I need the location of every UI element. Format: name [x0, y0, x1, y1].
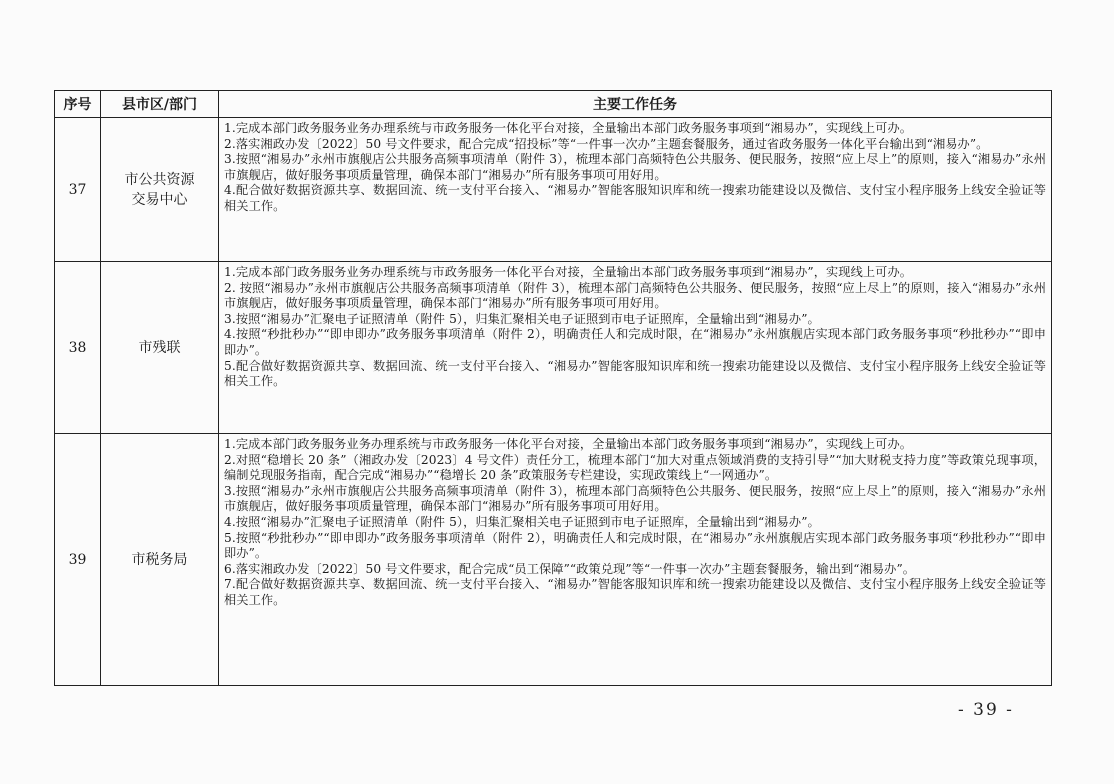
- row-number: 37: [55, 118, 101, 262]
- header-no: 序号: [55, 91, 101, 118]
- task-item: 1.完成本部门政务服务业务办理系统与市政务服务一体化平台对接，全量输出本部门政务服务事项到“湘易办”，实现线上可办。: [224, 121, 913, 135]
- task-item: 1.完成本部门政务服务业务办理系统与市政务服务一体化平台对接，全量输出本部门政务服务事项到“湘易办”，实现线上可办。: [224, 437, 913, 451]
- page-number: - 39 -: [958, 700, 1014, 720]
- task-list: [219, 434, 1052, 686]
- task-list: [219, 262, 1052, 434]
- department-name: [101, 118, 219, 262]
- task-table: [54, 90, 1052, 686]
- task-item: 6.落实湘政办发〔2022〕50 号文件要求，配合完成“员工保障”“政策兑现”等“一件事一次办”主题套餐服务，输出到“湘易办”。: [224, 561, 916, 576]
- task-item: 2.落实湘政办发〔2022〕50 号文件要求，配合完成“招投标”等“一件事一次办”主题套餐服务，通过省政务服务一体化平台输出到“湘易办”。: [224, 136, 989, 151]
- task-item: 3.按照“湘易办”汇聚电子证照清单（附件 5），归集汇聚相关电子证照到市电子证照库，全量输出到“湘易办”。: [224, 311, 820, 326]
- task-item: 2.对照“稳增长 20 条”（湘政办发〔2023〕4 号文件）责任分工，梳理本部门“加大对重点领域消费的支持引导”“加大财税支持力度”等政策兑现事项，编制兑现服务指南，配合完成“湘易办”“稳增长 20 条”政策服务专栏建设，实现政策线上“一网通办”。: [224, 452, 1046, 483]
- table-row: [55, 118, 1052, 262]
- task-item: 3.按照“湘易办”永州市旗舰店公共服务高频事项清单（附件 3），梳理本部门高频特色公共服务、便民服务，按照“应上尽上”的原则，接入“湘易办”永州市旗舰店，做好服务事项质量管理，确保本部门“湘易办”所有服务事项可用好用。: [224, 152, 1046, 182]
- table-row: [55, 434, 1052, 686]
- task-item: 7.配合做好数据资源共享、数据回流、统一支付平台接入、“湘易办”智能客服知识库和统一搜索功能建设以及微信、支付宝小程序服务上线安全验证等相关工作。: [224, 577, 1046, 607]
- task-item: 4.配合做好数据资源共享、数据回流、统一支付平台接入、“湘易办”智能客服知识库和统一搜索功能建设以及微信、支付宝小程序服务上线安全验证等相关工作。: [224, 183, 1046, 213]
- task-item: 4.按照“湘易办”汇聚电子证照清单（附件 5），归集汇聚相关电子证照到市电子证照库，全量输出到“湘易办”。: [224, 514, 820, 529]
- department-line: 市税务局: [131, 551, 188, 568]
- department-name: [101, 262, 219, 434]
- header-row: [55, 91, 1052, 118]
- department-line: 交易中心: [131, 191, 188, 208]
- header-dept: 县市区/部门: [101, 91, 219, 118]
- task-item: 3.按照“湘易办”永州市旗舰店公共服务高频事项清单（附件 3），梳理本部门高频特色公共服务、便民服务，按照“应上尽上”的原则，接入“湘易办”永州市旗舰店，做好服务事项质量管理，确保本部门“湘易办”所有服务事项可用好用。: [224, 483, 1046, 514]
- task-item: 2. 按照“湘易办”永州市旗舰店公共服务高频事项清单（附件 3），梳理本部门高频特色公共服务、便民服务，按照“应上尽上”的原则，接入“湘易办”永州市旗舰店，做好服务事项质量管理，确保本部门“湘易办”所有服务事项可用好用。: [224, 280, 1046, 311]
- row-number: 39: [55, 434, 101, 686]
- department-name: [101, 434, 219, 686]
- task-item: 5.配合做好数据资源共享、数据回流、统一支付平台接入、“湘易办”智能客服知识库和统一搜索功能建设以及微信、支付宝小程序服务上线安全验证等相关工作。: [224, 358, 1046, 389]
- header-tasks: 主要工作任务: [219, 91, 1052, 118]
- department-line: 市残联: [138, 339, 181, 356]
- table-row: [55, 262, 1052, 434]
- task-list: [219, 118, 1052, 262]
- task-item: 1.完成本部门政务服务业务办理系统与市政务服务一体化平台对接，全量输出本部门政务服务事项到“湘易办”，实现线上可办。: [224, 265, 913, 279]
- department-line: 市公共资源: [124, 171, 195, 188]
- task-item: 5.按照“秒批秒办”“即申即办”政务服务事项清单（附件 2），明确责任人和完成时限，在“湘易办”永州旗舰店实现本部门政务服务事项“秒批秒办”“即申即办”。: [224, 530, 1046, 561]
- row-number: 38: [55, 262, 101, 434]
- task-item: 4.按照“秒批秒办”“即申即办”政务服务事项清单（附件 2），明确责任人和完成时限，在“湘易办”永州旗舰店实现本部门政务服务事项“秒批秒办”“即申即办”。: [224, 327, 1046, 357]
